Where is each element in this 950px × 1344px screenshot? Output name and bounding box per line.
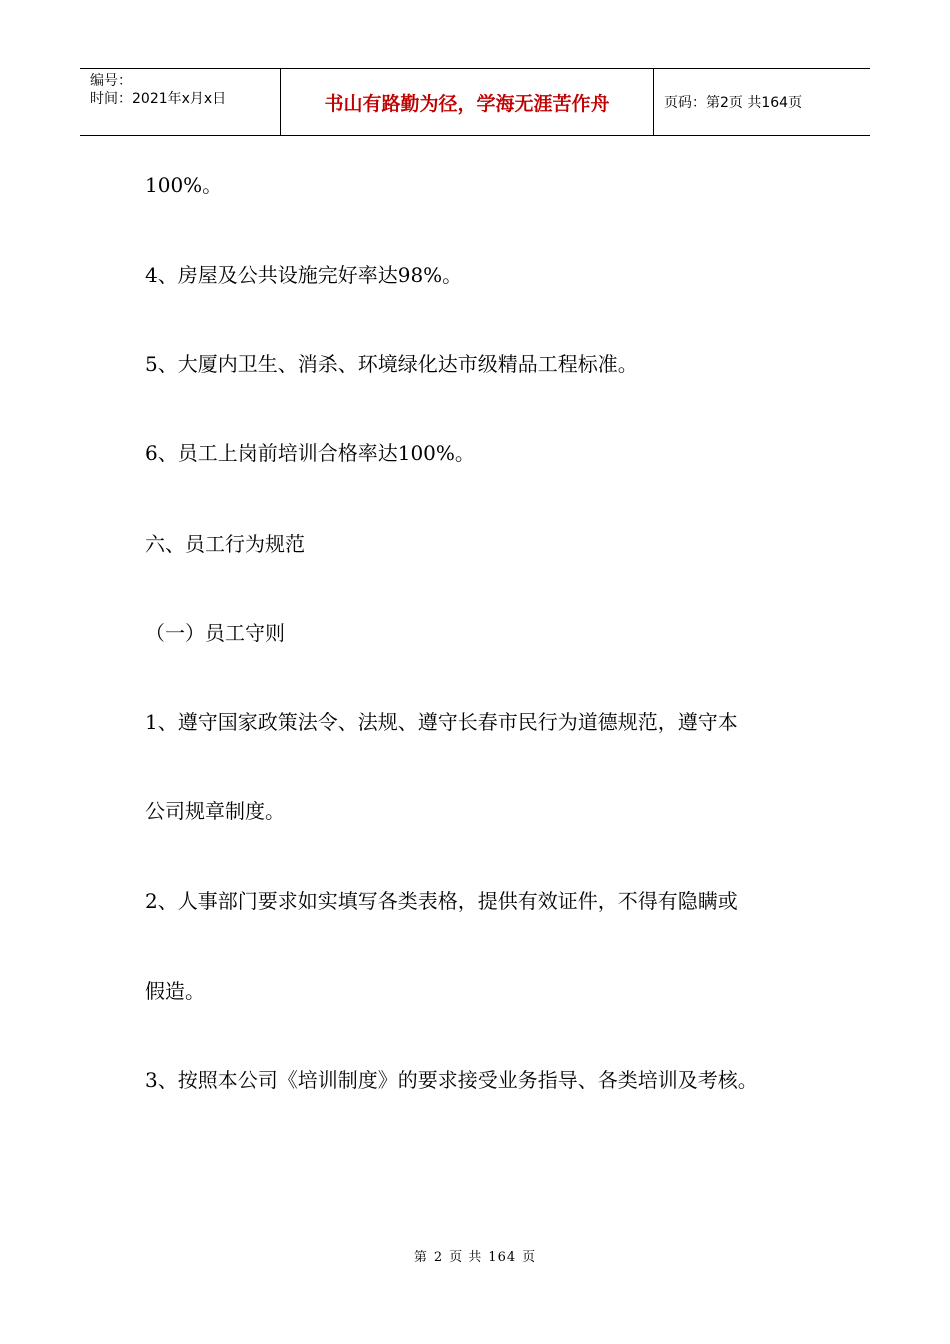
header-motto: 书山有路勤为径，学海无涯苦作舟 xyxy=(281,69,654,135)
footer-total-pages: 164 xyxy=(488,1250,517,1265)
serial-number-label: 编号： xyxy=(90,73,132,89)
body-line-3: 5、大厦内卫生、消杀、环境绿化达市级精品工程标准。 xyxy=(145,352,638,376)
section-heading: 六、员工行为规范 xyxy=(145,532,305,556)
body-line-8: 假造。 xyxy=(145,979,205,1003)
header-meta xyxy=(80,69,281,135)
subsection-heading: （一）员工守则 xyxy=(145,621,285,645)
body-line-6: 公司规章制度。 xyxy=(145,799,285,823)
body-line-1: 100%。 xyxy=(145,173,223,197)
body-line-4: 6、员工上岗前培训合格率达100%。 xyxy=(145,441,475,465)
header-page-info: 页码：第2页 共164页 xyxy=(664,95,803,111)
body-line-7: 2、人事部门要求如实填写各类表格，提供有效证件，不得有隐瞒或 xyxy=(145,889,738,913)
footer-suffix: 页 xyxy=(522,1250,537,1265)
page-header xyxy=(80,68,870,136)
footer-prefix: 第 xyxy=(413,1250,428,1265)
date-label: 时间：2021年x月x日 xyxy=(90,91,227,107)
body-line-2: 4、房屋及公共设施完好率达98%。 xyxy=(145,263,463,287)
body-line-9: 3、按照本公司《培训制度》的要求接受业务指导、各类培训及考核。 xyxy=(145,1068,758,1092)
page-footer xyxy=(0,1246,950,1265)
body-line-5: 1、遵守国家政策法令、法规、遵守长春市民行为道德规范，遵守本 xyxy=(145,710,738,734)
footer-page-number: 2 xyxy=(433,1250,444,1265)
footer-mid: 页 共 xyxy=(449,1250,483,1265)
